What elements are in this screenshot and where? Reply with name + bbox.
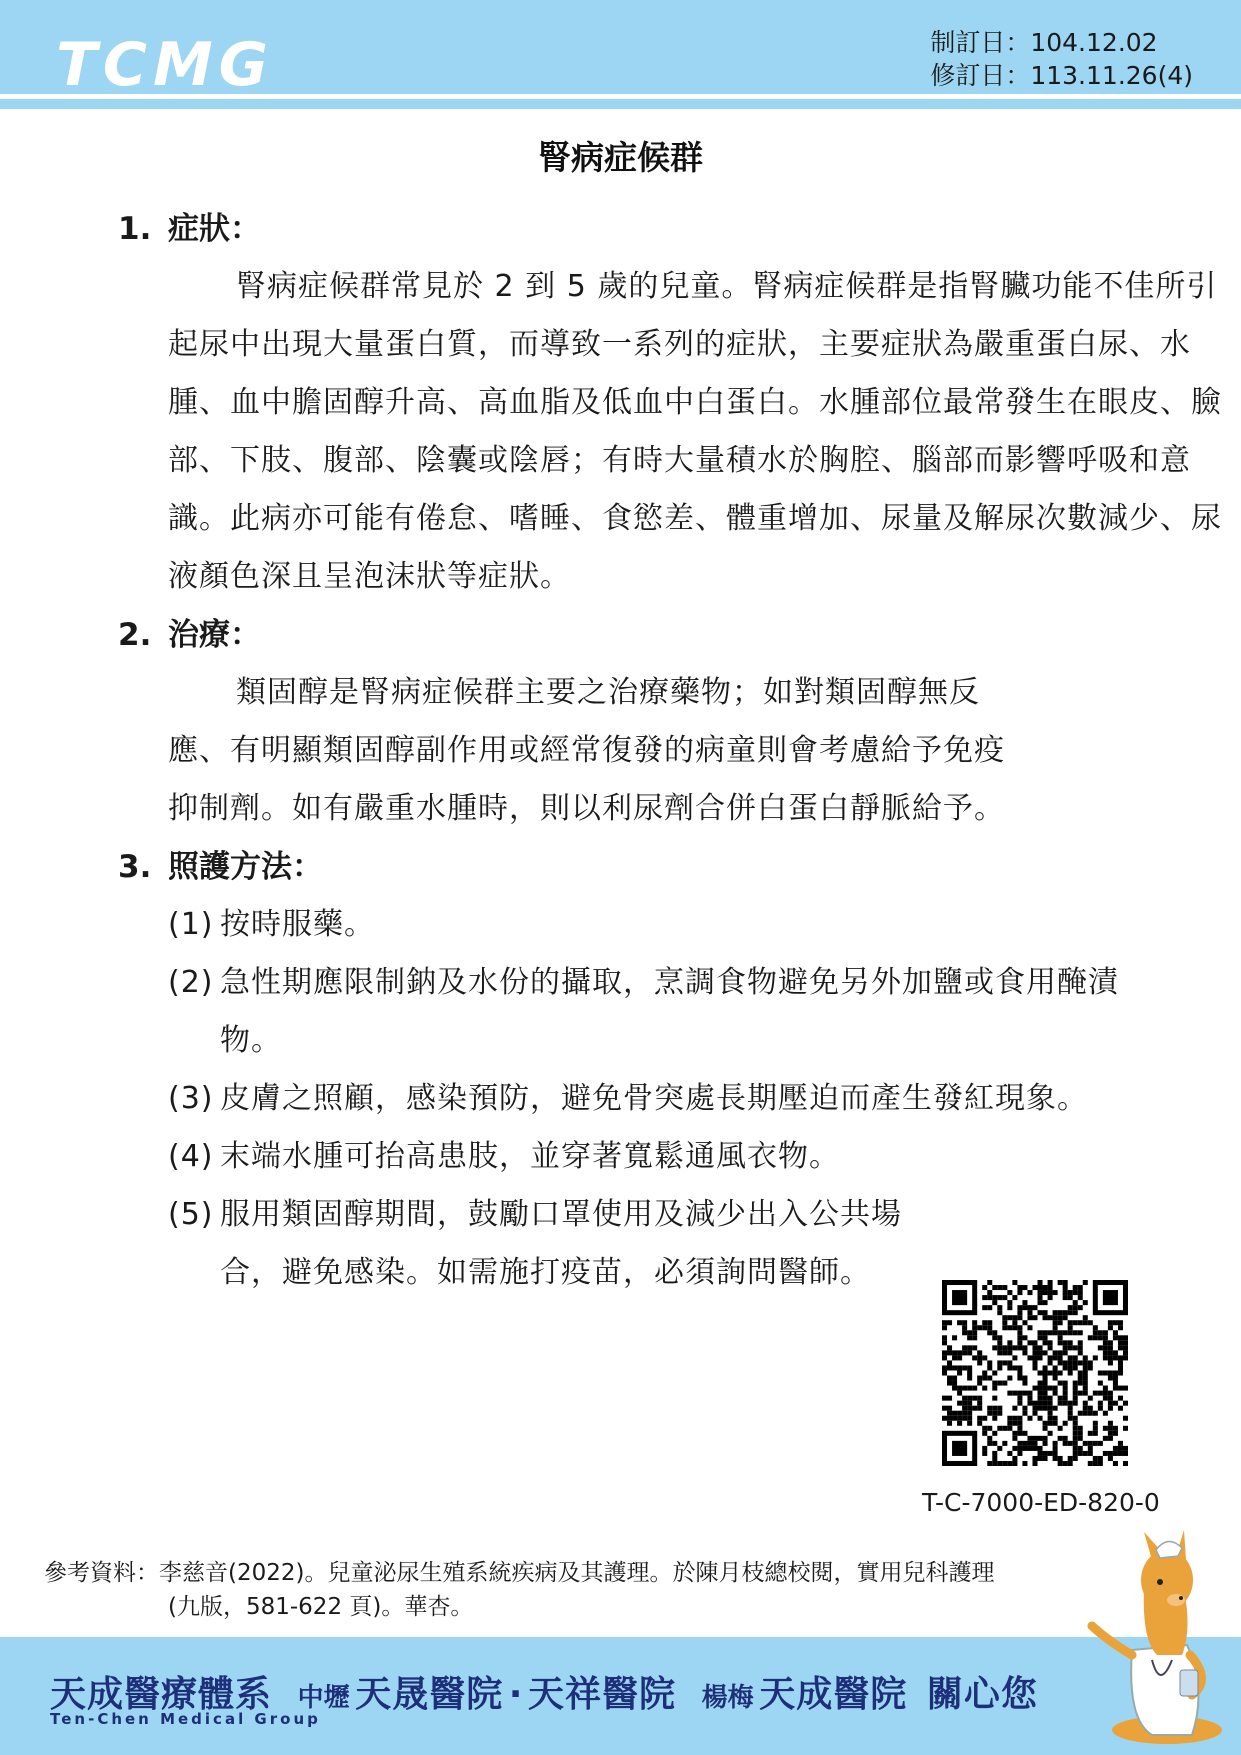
- section-title: 症狀：: [168, 211, 261, 247]
- section-number: 3.: [118, 849, 152, 885]
- qr-code[interactable]: [942, 1280, 1128, 1466]
- header-stripe: [0, 99, 1241, 109]
- reference-line: 參考資料：李慈音(2022)。兒童泌尿生殖系統疾病及其護理。於陳月枝總校閱，實用兒科護理: [44, 1560, 995, 1586]
- section-title: 照護方法：: [168, 849, 323, 885]
- group-name: 天成醫療體系: [50, 1674, 273, 1715]
- section-heading-treatment: [118, 606, 1128, 664]
- item-number: (2): [168, 965, 214, 1000]
- item-text: 服用類固醇期間，鼓勵口罩使用及減少出入公共場合，避免感染。如需施打疫苗，必須詢問醫師。: [220, 1197, 902, 1290]
- hospital-tiansheng: 天晟醫院: [355, 1674, 504, 1715]
- list-item: [168, 896, 1128, 954]
- list-item: [168, 1070, 1128, 1128]
- document-title: 腎病症候群: [538, 138, 703, 177]
- item-number: (5): [168, 1197, 214, 1232]
- references: [44, 1556, 994, 1624]
- item-text: 急性期應限制鈉及水份的攝取，烹調食物避免另外加鹽或食用醃漬物。: [220, 965, 1119, 1058]
- document-body: [118, 200, 1222, 1302]
- revised-date: 修訂日：113.11.26(4): [930, 61, 1193, 90]
- item-number: (4): [168, 1139, 214, 1174]
- document-code: T-C-7000-ED-820-0: [922, 1488, 1160, 1517]
- item-text: 皮膚之照顧，感染預防，避免骨突處長期壓迫而產生發紅現象。: [220, 1081, 1088, 1116]
- separator-dot: ·: [508, 1674, 523, 1715]
- tcmg-logo: TCMG: [56, 30, 274, 100]
- group-name-english: Ten-Chen Medical Group: [50, 1710, 321, 1728]
- treatment-paragraph: 類固醇是腎病症候群主要之治療藥物；如對類固醇無反應、有明顯類固醇副作用或經常復發的病童則會考慮給予免疫抑制劑。如有嚴重水腫時，則以利尿劑合併白蛋白靜脈給予。: [168, 675, 1005, 826]
- symptoms-paragraph: 腎病症候群常見於 2 到 5 歲的兒童。腎病症候群是指腎臟功能不佳所引起尿中出現大量蛋白質，而導致一系列的症狀，主要症狀為嚴重蛋白尿、水腫、血中膽固醇升高、高血脂及低血中白蛋白。水腫部位最常發生在眼皮、臉部、下肢、腹部、陰囊或陰唇；有時大量積水於胸腔、腦部而影響呼吸和意識。此病亦可能有倦怠、嗜睡、食慾差、體重增加、尿量及解尿次數減少、尿液顏色深且呈泡沫狀等症狀。: [168, 269, 1222, 594]
- item-text: 末端水腫可抬高患肢，並穿著寬鬆通風衣物。: [220, 1139, 840, 1174]
- section-heading-symptoms: [118, 200, 1128, 258]
- hospital-tiancheng: 天成醫院: [759, 1674, 908, 1715]
- item-number: (3): [168, 1081, 214, 1116]
- location-yangmei: 楊梅: [701, 1683, 754, 1713]
- reference-line: (九版，581-622 頁)。華杏。: [168, 1594, 474, 1620]
- section-number: 1.: [118, 211, 152, 247]
- kangaroo-doctor-mascot-icon: [1072, 1530, 1232, 1755]
- list-item: [168, 954, 1128, 1070]
- item-text: 按時服藥。: [220, 907, 375, 942]
- section-title: 治療：: [168, 617, 261, 653]
- section-heading-care: [118, 838, 1128, 896]
- hospital-tianxiang: 天祥醫院: [528, 1674, 677, 1715]
- document-dates: [930, 26, 1193, 92]
- established-date: 制訂日：104.12.02: [930, 28, 1158, 57]
- list-item: [168, 1128, 1128, 1186]
- slogan-text: 關心您: [926, 1674, 1038, 1715]
- item-number: (1): [168, 907, 214, 942]
- section-number: 2.: [118, 617, 152, 653]
- location-zhongli: 中壢: [297, 1683, 350, 1713]
